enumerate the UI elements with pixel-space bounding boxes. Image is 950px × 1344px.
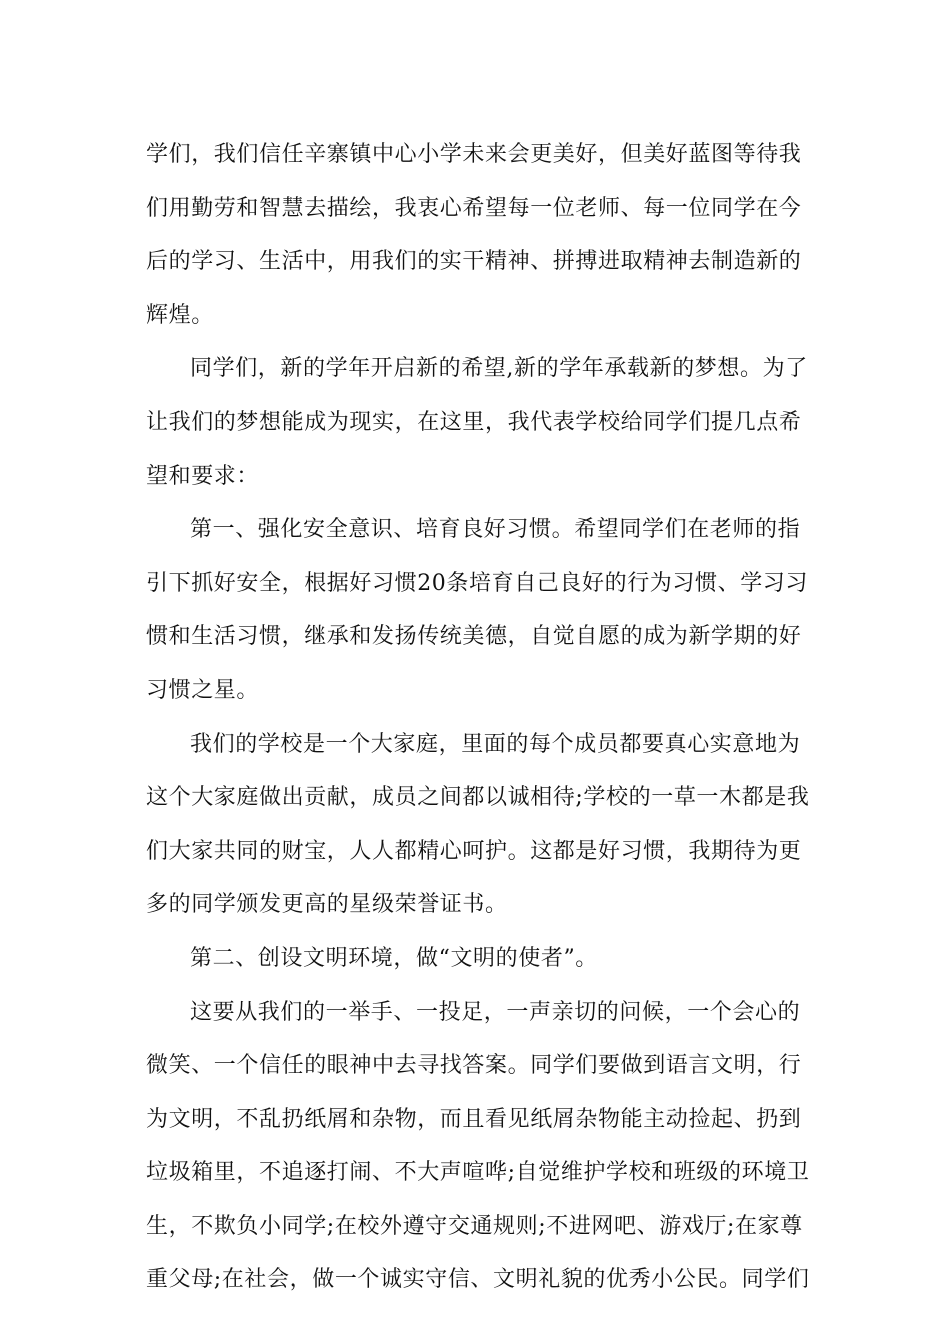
paragraph-first-line: 我们的学校是一个大家庭，里面的每个成员都要真心实意地为 xyxy=(190,731,801,757)
document-body xyxy=(146,128,810,1307)
text-line: 习惯之星。 xyxy=(146,677,260,703)
text-line: 微笑、一个信任的眼神中去寻找答案。同学们要做到语言文明，行 xyxy=(146,1053,802,1079)
text-line: 为文明，不乱扔纸屑和杂物，而且看见纸屑杂物能主动捡起、扔到 xyxy=(146,1106,802,1132)
text-line: 多的同学颁发更高的星级荣誉证书。 xyxy=(146,892,508,918)
text-line: 辉煌。 xyxy=(146,302,214,328)
paragraph-first-line: 这要从我们的一举手、一投足，一声亲切的问候，一个会心的 xyxy=(190,999,801,1025)
text-line: 望和要求： xyxy=(146,463,260,489)
text-line: 惯和生活习惯，继承和发扬传统美德，自觉自愿的成为新学期的好 xyxy=(146,624,802,650)
text-line: 引下抓好安全，根据好习惯20条培育自己良好的行为习惯、学习习 xyxy=(146,570,808,596)
paragraph-first-line: 第二、创设文明环境，做“文明的使者”。 xyxy=(190,945,598,971)
paragraph-first-line: 第一、强化安全意识、培育良好习惯。希望同学们在老师的指 xyxy=(190,517,801,543)
text-line: 让我们的梦想能成为现实，在这里，我代表学校给同学们提几点希 xyxy=(146,409,802,435)
text-line: 后的学习、生活中，用我们的实干精神、拼搏进取精神去制造新的 xyxy=(146,249,802,275)
paragraph-first-line: 同学们，新的学年开启新的希望,新的学年承载新的梦想。为了 xyxy=(190,356,808,382)
text-line: 垃圾箱里，不追逐打闹、不大声喧哗;自觉维护学校和班级的环境卫 xyxy=(146,1160,810,1186)
text-line: 们大家共同的财宝，人人都精心呵护。这都是好习惯，我期待为更 xyxy=(146,838,802,864)
text-line: 重父母;在社会，做一个诚实守信、文明礼貌的优秀小公民。同学们 xyxy=(146,1267,810,1293)
text-line: 们用勤劳和智慧去描绘，我衷心希望每一位老师、每一位同学在今 xyxy=(146,195,802,221)
text-line: 生，不欺负小同学;在校外遵守交通规则;不进网吧、游戏厅;在家尊 xyxy=(146,1213,803,1239)
text-line: 这个大家庭做出贡献，成员之间都以诚相待;学校的一草一木都是我 xyxy=(146,785,810,811)
text-line: 学们，我们信任辛寨镇中心小学未来会更美好，但美好蓝图等待我 xyxy=(146,142,802,167)
